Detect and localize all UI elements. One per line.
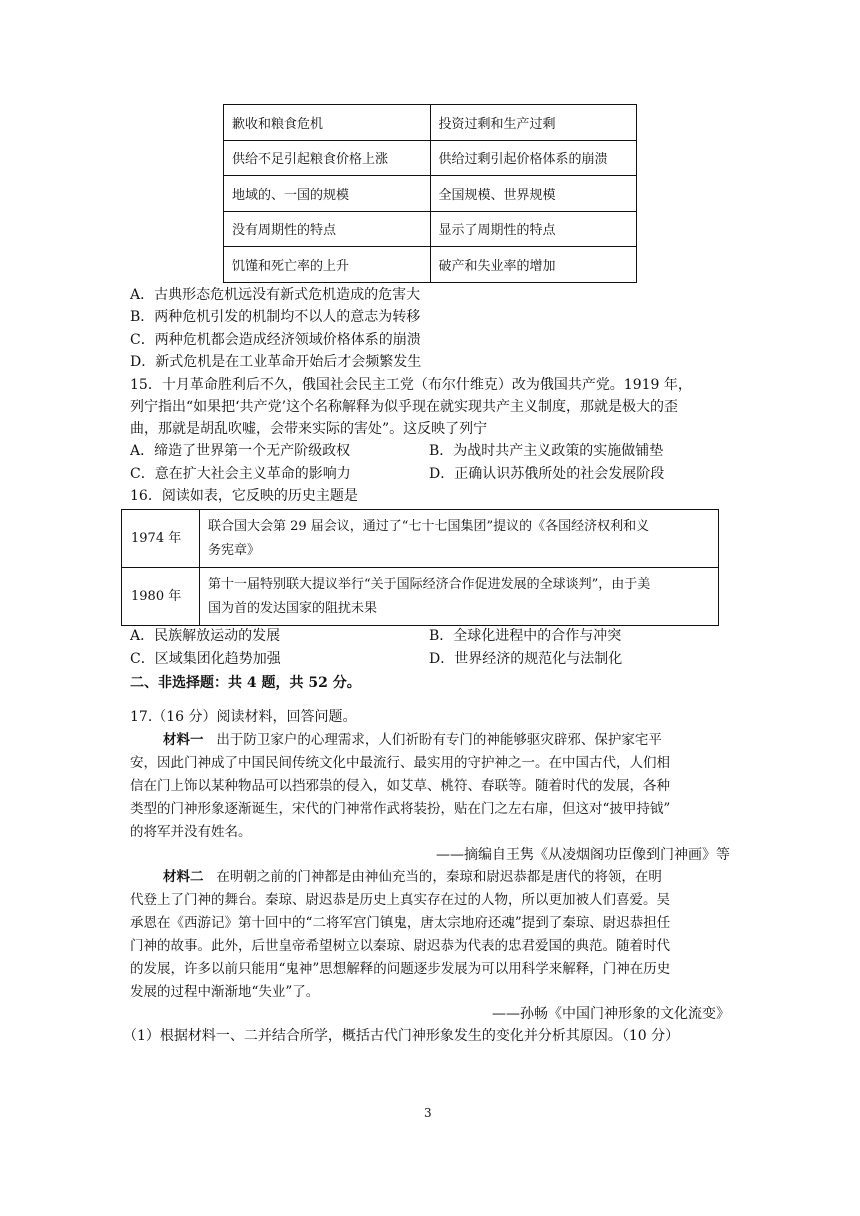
table-row — [122, 510, 719, 568]
event-text-line: 务宪章》 — [208, 542, 261, 558]
q15-option-c: C．意在扩大社会主义革命的影响力 — [130, 466, 351, 482]
material-1-line: 的将军并没有姓名。 — [130, 824, 252, 840]
event-text-line: 国为首的发达国家的阻扰未果 — [208, 600, 378, 616]
material-1-line: 信在门上饰以某种物品可以挡邪祟的侵入，如艾草、桃符、春联等。随着时代的发展，各种 — [130, 778, 670, 794]
material-2-line: 发展的过程中渐渐地“失业”了。 — [130, 984, 320, 1000]
table-cell: 地域的、一国的规模 — [224, 176, 431, 212]
table-cell: 饥馑和死亡率的上升 — [224, 247, 431, 283]
table-row — [224, 176, 637, 212]
table-row — [224, 247, 637, 283]
material-1-line: 安，因此门神成了中国民间传统文化中最流行、最实用的守护神之一。在中国古代，人们相 — [130, 755, 670, 771]
table-row — [224, 211, 637, 247]
q15-stem-line1: 15．十月革命胜利后不久，俄国社会民主工党（布尔什维克）改为俄国共产党。1919 年， — [130, 377, 692, 393]
q16-option-b: B．全球化进程中的合作与冲突 — [429, 628, 622, 644]
year-cell: 1980 年 — [122, 568, 200, 626]
table-cell: 供给过剩引起价格体系的崩溃 — [430, 140, 637, 176]
q14-option-b: B．两种危机引发的机制均不以人的意志为转移 — [130, 309, 421, 325]
table-cell: 全国规模、世界规模 — [430, 176, 637, 212]
q14-option-c: C．两种危机都会造成经济领域价格体系的崩溃 — [130, 332, 421, 348]
table-cell: 歉收和粮食危机 — [224, 105, 431, 141]
table-cell: 显示了周期性的特点 — [430, 211, 637, 247]
table-row — [224, 140, 637, 176]
q14-option-a: A．古典形态危机远没有新式危机造成的危害大 — [130, 287, 421, 303]
table-cell: 没有周期性的特点 — [224, 211, 431, 247]
q16-table — [121, 509, 719, 626]
event-cell — [200, 568, 719, 626]
table-cell: 破产和失业率的增加 — [430, 247, 637, 283]
year-cell: 1974 年 — [122, 510, 200, 568]
table-row — [224, 105, 637, 141]
event-text-line: 联合国大会第 29 届会议，通过了“七十七国集团”提议的《各国经济权利和义 — [208, 518, 650, 534]
material-2-first-line — [163, 867, 662, 887]
page-number: 3 — [424, 1106, 432, 1120]
section-heading: 二、非选择题：共 4 题，共 52 分。 — [130, 675, 361, 691]
table-cell: 投资过剩和生产过剩 — [430, 105, 637, 141]
material-1-source: ——摘编自王隽《从凌烟阁功臣像到门神画》等 — [436, 847, 730, 863]
material-1-text: 出于防卫家户的心理需求，人们祈盼有专门的神能够驱灾辟邪、保护家宅平 — [216, 732, 662, 748]
material-2-text: 在明朝之前的门神都是由神仙充当的，秦琼和尉迟恭都是唐代的将领，在明 — [216, 869, 662, 885]
q17-subquestion-1: （1）根据材料一、二并结合所学，概括古代门神形象发生的变化并分析其原因。（10 分） — [123, 1028, 680, 1044]
q15-option-b: B．为战时共产主义政策的实施做铺垫 — [429, 443, 664, 459]
crisis-comparison-table — [223, 104, 637, 283]
event-text-line: 第十一届特别联大提议举行“关于国际经济合作促进发展的全球谈判”，由于美 — [208, 576, 651, 592]
event-cell — [200, 510, 719, 568]
q15-option-a: A．缔造了世界第一个无产阶级政权 — [130, 443, 351, 459]
table-cell: 供给不足引起粮食价格上涨 — [224, 140, 431, 176]
q14-option-d: D．新式危机是在工业革命开始后才会频繁发生 — [130, 354, 422, 370]
q16-option-d: D．世界经济的规范化与法制化 — [429, 651, 623, 667]
material-2-source: ——孙畅《中国门神形象的文化流变》 — [492, 1006, 730, 1022]
material-2-line: 门神的故事。此外，后世皇帝希望树立以秦琼、尉迟恭为代表的忠君爱国的典范。随着时代 — [130, 938, 670, 954]
material-2-line: 的发展，许多以前只能用“鬼神”思想解释的问题逐步发展为可以用科学来解释，门神在历史 — [130, 961, 671, 977]
table-row — [122, 568, 719, 626]
q17-stem: 17.（16 分）阅读材料，回答问题。 — [130, 709, 357, 725]
material-2-line: 代登上了门神的舞台。秦琼、尉迟恭是历史上真实存在过的人物，所以更加被人们喜爱。吴 — [130, 892, 670, 908]
q15-option-d: D．正确认识苏俄所处的社会发展阶段 — [429, 466, 665, 482]
material-2-label: 材料二 — [163, 869, 204, 885]
q16-option-c: C．区域集团化趋势加强 — [130, 651, 281, 667]
q16-stem: 16．阅读如表，它反映的历史主题是 — [130, 488, 358, 504]
material-1-line: 类型的门神形象逐渐诞生，宋代的门神常作武将装扮，贴在门之左右扉，但这对“披甲持钺” — [130, 801, 671, 817]
q16-option-a: A．民族解放运动的发展 — [130, 628, 281, 644]
q15-stem-line3: 曲，那就是胡乱吹嘘，会带来实际的害处”。这反映了列宁 — [130, 421, 488, 437]
material-1-first-line — [163, 730, 662, 750]
material-1-label: 材料一 — [163, 732, 204, 748]
q15-stem-line2: 列宁指出“如果把‘共产党’这个名称解释为似乎现在就实现共产主义制度，那就是极大的歪 — [130, 399, 679, 415]
material-2-line: 承恩在《西游记》第十回中的“二将军宫门镇鬼，唐太宗地府还魂”提到了秦琼、尉迟恭担任 — [130, 915, 671, 931]
